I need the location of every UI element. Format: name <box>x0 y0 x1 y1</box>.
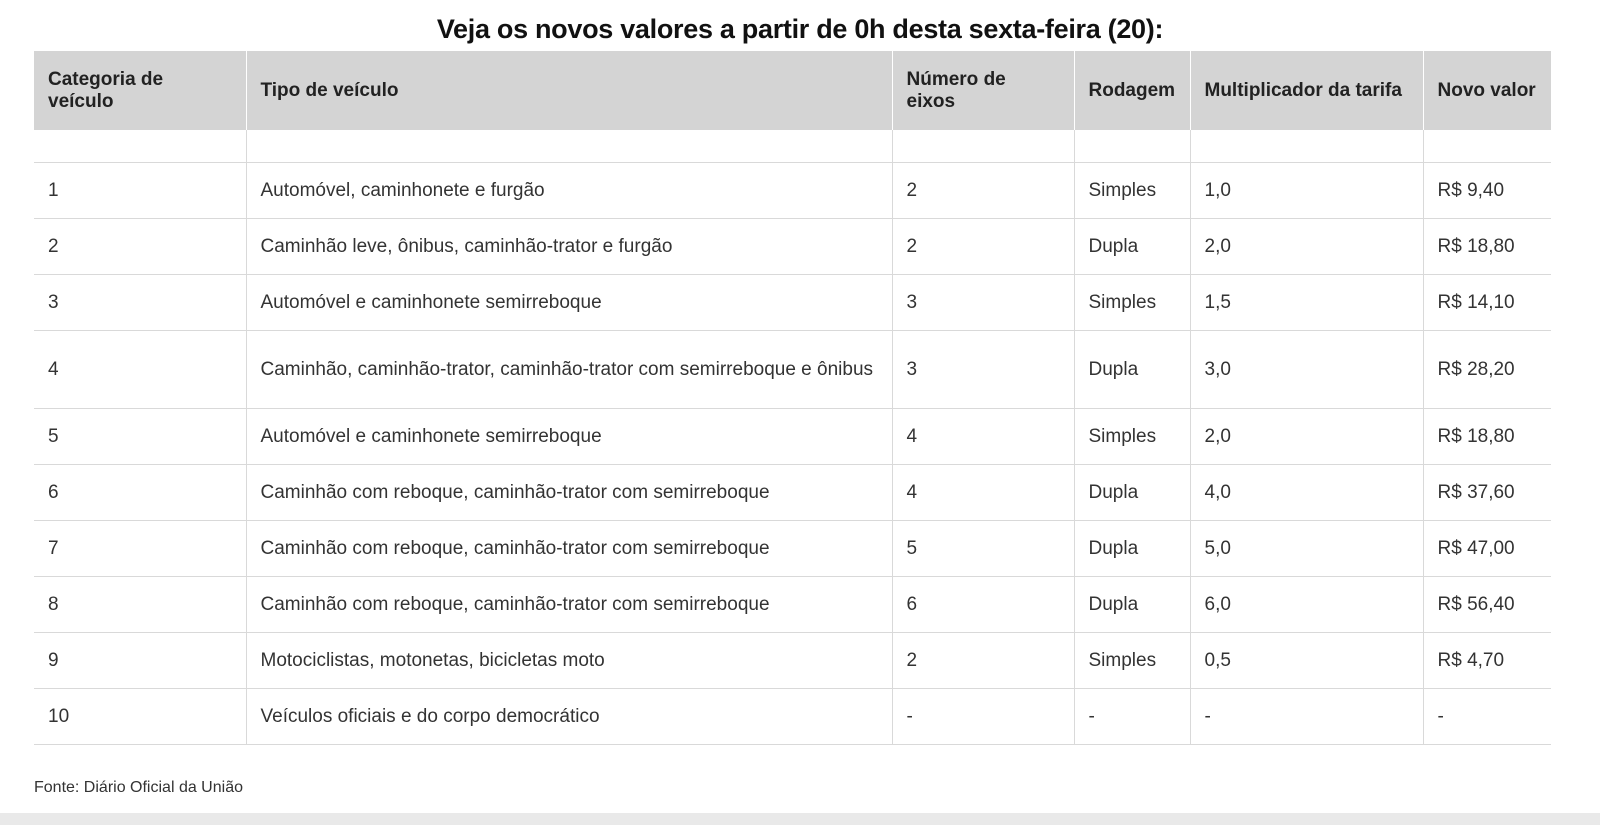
table-cell <box>34 130 246 163</box>
cell-eixos: 3 <box>892 331 1074 409</box>
fares-table <box>34 51 1551 745</box>
header-multiplicador: Multiplicador da tarifa <box>1190 51 1423 130</box>
cell-tipo: Automóvel, caminhonete e furgão <box>246 163 892 219</box>
cell-multiplicador: 2,0 <box>1190 409 1423 465</box>
cell-categoria: 7 <box>34 521 246 577</box>
cell-tipo: Caminhão, caminhão-trator, caminhão-trator com semirreboque e ônibus <box>246 331 892 409</box>
cell-rodagem: - <box>1074 689 1190 745</box>
cell-eixos: 4 <box>892 465 1074 521</box>
table-spacer-row <box>34 130 1551 163</box>
cell-tipo: Veículos oficiais e do corpo democrático <box>246 689 892 745</box>
header-novo-valor: Novo valor <box>1423 51 1551 130</box>
table-cell <box>892 130 1074 163</box>
bottom-bar <box>0 813 1600 825</box>
cell-eixos: 6 <box>892 577 1074 633</box>
cell-categoria: 10 <box>34 689 246 745</box>
cell-novo-valor: R$ 37,60 <box>1423 465 1551 521</box>
source-note: Fonte: Diário Oficial da União <box>34 779 243 796</box>
cell-multiplicador: 1,0 <box>1190 163 1423 219</box>
table-row <box>34 409 1551 465</box>
cell-eixos: 2 <box>892 633 1074 689</box>
cell-tipo: Caminhão com reboque, caminhão-trator com semirreboque <box>246 577 892 633</box>
cell-novo-valor: - <box>1423 689 1551 745</box>
table-body <box>34 130 1551 745</box>
header-tipo: Tipo de veículo <box>246 51 892 130</box>
header-categoria: Categoria de veículo <box>34 51 246 130</box>
cell-multiplicador: 2,0 <box>1190 219 1423 275</box>
cell-novo-valor: R$ 18,80 <box>1423 219 1551 275</box>
cell-eixos: 2 <box>892 163 1074 219</box>
cell-categoria: 2 <box>34 219 246 275</box>
cell-tipo: Automóvel e caminhonete semirreboque <box>246 275 892 331</box>
table-cell <box>1190 130 1423 163</box>
cell-multiplicador: - <box>1190 689 1423 745</box>
cell-categoria: 5 <box>34 409 246 465</box>
table-row <box>34 331 1551 409</box>
cell-tipo: Motociclistas, motonetas, bicicletas moto <box>246 633 892 689</box>
cell-categoria: 4 <box>34 331 246 409</box>
cell-rodagem: Dupla <box>1074 219 1190 275</box>
table-row <box>34 465 1551 521</box>
cell-novo-valor: R$ 47,00 <box>1423 521 1551 577</box>
page-title: Veja os novos valores a partir de 0h desta sexta-feira (20): <box>436 14 1164 44</box>
cell-eixos: 5 <box>892 521 1074 577</box>
cell-novo-valor: R$ 56,40 <box>1423 577 1551 633</box>
table-row <box>34 521 1551 577</box>
cell-eixos: 4 <box>892 409 1074 465</box>
cell-tipo: Caminhão com reboque, caminhão-trator com semirreboque <box>246 465 892 521</box>
cell-novo-valor: R$ 18,80 <box>1423 409 1551 465</box>
table-cell <box>1423 130 1551 163</box>
cell-multiplicador: 1,5 <box>1190 275 1423 331</box>
cell-categoria: 8 <box>34 577 246 633</box>
header-rodagem: Rodagem <box>1074 51 1190 130</box>
table-row <box>34 163 1551 219</box>
cell-categoria: 9 <box>34 633 246 689</box>
table-cell <box>246 130 892 163</box>
cell-tipo: Automóvel e caminhonete semirreboque <box>246 409 892 465</box>
cell-rodagem: Dupla <box>1074 465 1190 521</box>
cell-rodagem: Simples <box>1074 163 1190 219</box>
cell-eixos: 2 <box>892 219 1074 275</box>
cell-eixos: 3 <box>892 275 1074 331</box>
cell-novo-valor: R$ 28,20 <box>1423 331 1551 409</box>
cell-multiplicador: 3,0 <box>1190 331 1423 409</box>
cell-rodagem: Simples <box>1074 409 1190 465</box>
cell-multiplicador: 6,0 <box>1190 577 1423 633</box>
cell-novo-valor: R$ 9,40 <box>1423 163 1551 219</box>
cell-rodagem: Simples <box>1074 633 1190 689</box>
cell-rodagem: Dupla <box>1074 577 1190 633</box>
table-row <box>34 275 1551 331</box>
cell-multiplicador: 5,0 <box>1190 521 1423 577</box>
cell-novo-valor: R$ 14,10 <box>1423 275 1551 331</box>
cell-categoria: 3 <box>34 275 246 331</box>
header-eixos: Número de eixos <box>892 51 1074 130</box>
cell-multiplicador: 4,0 <box>1190 465 1423 521</box>
cell-tipo: Caminhão leve, ônibus, caminhão-trator e furgão <box>246 219 892 275</box>
table-row <box>34 577 1551 633</box>
cell-categoria: 1 <box>34 163 246 219</box>
table-cell <box>1074 130 1190 163</box>
table-row <box>34 689 1551 745</box>
table-row <box>34 633 1551 689</box>
cell-rodagem: Dupla <box>1074 331 1190 409</box>
cell-rodagem: Dupla <box>1074 521 1190 577</box>
cell-multiplicador: 0,5 <box>1190 633 1423 689</box>
cell-rodagem: Simples <box>1074 275 1190 331</box>
cell-tipo: Caminhão com reboque, caminhão-trator com semirreboque <box>246 521 892 577</box>
table-row <box>34 219 1551 275</box>
table-header-row <box>34 51 1551 130</box>
cell-eixos: - <box>892 689 1074 745</box>
cell-novo-valor: R$ 4,70 <box>1423 633 1551 689</box>
cell-categoria: 6 <box>34 465 246 521</box>
